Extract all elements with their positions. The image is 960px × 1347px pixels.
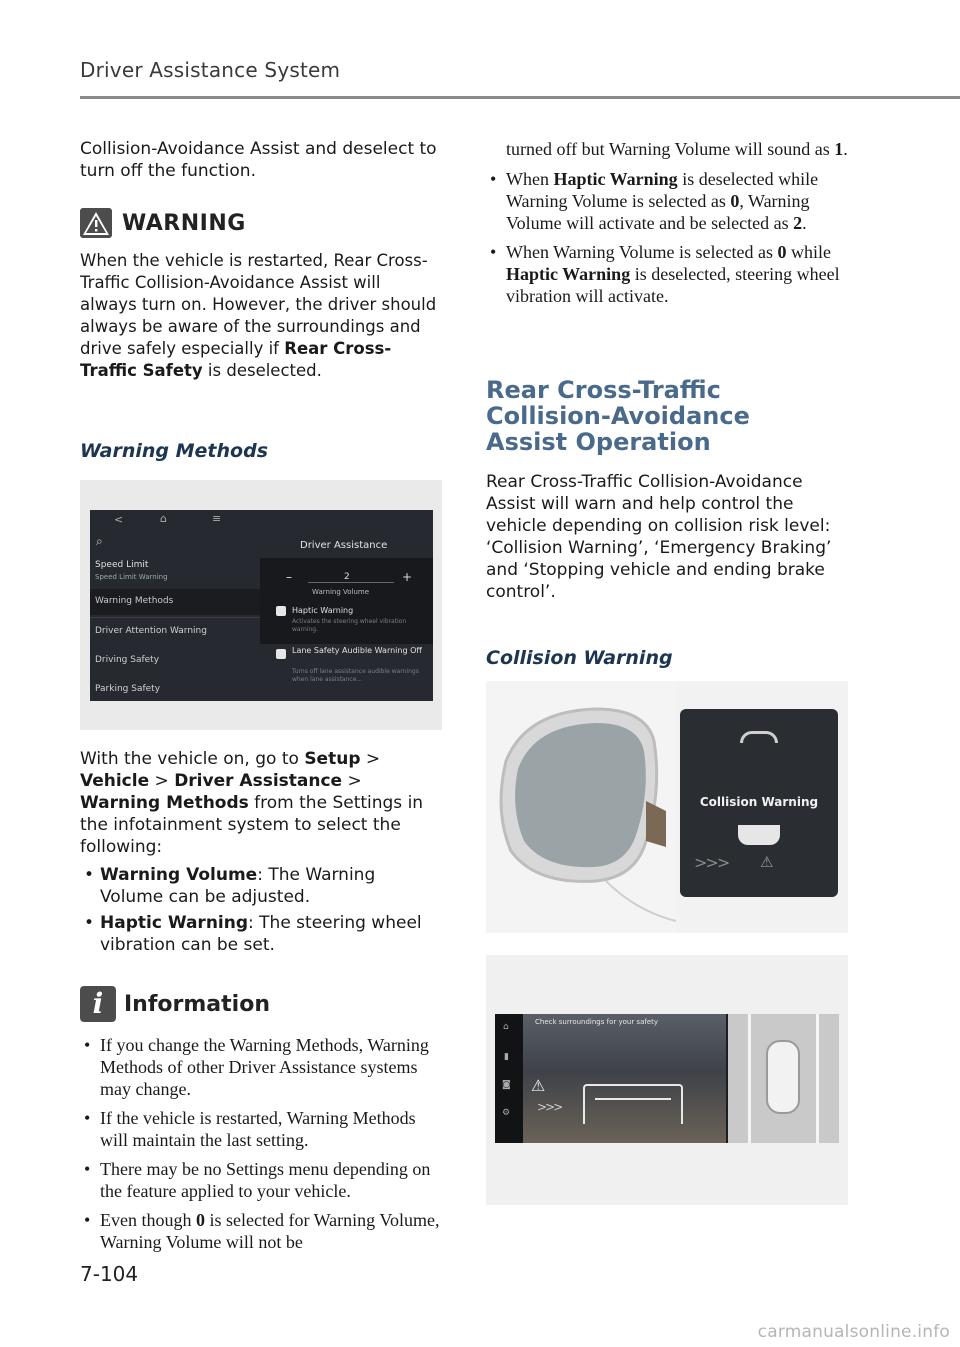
- hazard-icon: ⚠: [531, 1076, 546, 1095]
- home-icon: ⌂: [503, 1022, 509, 1032]
- warning-methods-list: [80, 864, 442, 956]
- list-item-text: Even though: [100, 1210, 196, 1230]
- header-rule: [80, 96, 960, 99]
- list-item: • There may be no Settings menu depending on the feature applied to your vehicle.: [80, 1158, 442, 1202]
- warning-methods-heading: Warning Methods: [80, 440, 269, 462]
- cont-bold: 1: [834, 139, 844, 159]
- top-view-car-icon: [766, 1040, 800, 1114]
- volume-value: 2: [344, 572, 350, 582]
- path-text-end: from the Settings in the infotainment system to select the following:: [80, 793, 424, 857]
- camera-banner: Check surroundings for your safety: [535, 1018, 659, 1026]
- section-body: Rear Cross-Traffic Collision-Avoidance Assist will warn and help control the vehicle depending on collision risk level: ‘Collision Warning’, ‘Emergency Braking’ and ‘Stopping vehicle and ending brake control’.: [486, 472, 832, 602]
- camera-screen: [495, 1014, 839, 1143]
- camera-figure: [486, 955, 848, 1205]
- haptic-checkbox: [276, 606, 286, 616]
- lane-checkbox: [276, 649, 286, 659]
- path-sep: >: [360, 749, 381, 769]
- watermark: carmanualsonline.info: [757, 1322, 950, 1342]
- list-item-bold: 0: [196, 1210, 205, 1230]
- warning-body-bold: Rear Cross-Traffic Safety: [80, 339, 392, 380]
- lane-label: Lane Safety Audible Warning Off: [292, 646, 422, 655]
- menu-speed-limit: Speed Limit: [95, 560, 149, 570]
- rear-car-icon: [738, 825, 780, 845]
- volume-label: Warning Volume: [312, 588, 370, 596]
- menu-icon: ≡: [212, 512, 222, 525]
- volume-plus: +: [402, 570, 413, 584]
- page-number: 7-104: [80, 1262, 139, 1286]
- search-icon: ⌕: [96, 534, 103, 548]
- settings-screen-figure: [80, 480, 442, 730]
- t: , Warning Volume will activate and be selected as: [506, 191, 810, 233]
- path-sep: >: [149, 771, 175, 791]
- intro-text: Collision-Avoidance Assist and deselect to turn off the function.: [80, 139, 437, 181]
- menu-parking-safety: Parking Safety: [95, 684, 161, 694]
- home-icon: ⌂: [160, 512, 167, 525]
- list-item: [80, 912, 442, 956]
- haptic-label: Haptic Warning: [292, 606, 354, 615]
- list-item: [80, 1209, 442, 1253]
- section-title: Rear Cross-Traffic Collision-Avoidance Assist Operation: [486, 376, 750, 456]
- left-column: [80, 138, 442, 1253]
- screen-topbar: [90, 510, 433, 532]
- b: 0: [777, 242, 787, 262]
- t: is deselected while Warning Volume is selected as: [506, 169, 819, 211]
- camera-sidebar: [495, 1014, 523, 1143]
- hazard-triangle-icon: ⚠: [760, 853, 774, 871]
- menu-divider: [90, 617, 260, 618]
- path-text: With the vehicle on, go to: [80, 749, 305, 769]
- volume-minus: –: [286, 570, 292, 584]
- information-list: [80, 1034, 442, 1253]
- path-sep: >: [342, 771, 362, 791]
- cluster-display: [680, 709, 838, 897]
- front-sensor-icon: [740, 731, 778, 743]
- lane-desc: Turns off lane assistance audible warnings when lane assistance...: [292, 668, 419, 683]
- back-icon: <: [114, 513, 124, 526]
- cont-end: .: [843, 139, 848, 159]
- car-icon: ◙: [502, 1080, 511, 1090]
- top-view: [728, 1014, 839, 1143]
- b: 2: [793, 213, 803, 233]
- haptic-list: [486, 168, 848, 307]
- collision-warning-heading: Collision Warning: [486, 647, 673, 669]
- settings-screen: [90, 510, 433, 701]
- menu-driving-safety: Driving Safety: [95, 655, 160, 665]
- path-vehicle: Vehicle: [80, 771, 150, 791]
- parking-line: [748, 1014, 751, 1143]
- path-warning-methods: Warning Methods: [80, 793, 249, 813]
- list-item-text-end: is selected for Warning Volume, Warning Volume will not be: [100, 1210, 440, 1252]
- haptic-desc: Activates the steering wheel vibration warning.: [292, 618, 407, 633]
- guide-lines: [583, 1084, 683, 1124]
- t: When: [506, 169, 554, 189]
- list-item: [486, 241, 848, 307]
- information-title: Information: [124, 991, 270, 1017]
- header-title: Driver Assistance System: [80, 58, 341, 82]
- b: Haptic Warning: [506, 264, 631, 284]
- information-icon: i: [80, 986, 116, 1022]
- warning-header: [80, 208, 442, 238]
- warning-body: [80, 250, 442, 382]
- list-item: • If you change the Warning Methods, Warning Methods of other Driver Assistance systems may change.: [80, 1034, 442, 1100]
- menu-driver-attention: Driver Attention Warning: [95, 626, 207, 636]
- warning-methods-path: [80, 748, 442, 858]
- side-mirror-image: [486, 681, 676, 933]
- t: while: [786, 242, 831, 262]
- list-item: [80, 864, 442, 908]
- list-item-bold: Warning Volume: [100, 865, 258, 885]
- guide-lines-inner: [595, 1098, 671, 1100]
- right-column: [486, 138, 848, 1205]
- b: Haptic Warning: [553, 169, 678, 189]
- t: .: [802, 213, 807, 233]
- path-setup: Setup: [304, 749, 361, 769]
- rear-arrows-icon: >>>: [694, 853, 729, 872]
- list-item-text: : The steering wheel vibration can be set.: [100, 913, 422, 955]
- path-driver-assistance: Driver Assistance: [174, 771, 343, 791]
- warning-body-text: When the vehicle is restarted, Rear Cross-Traffic Collision-Avoidance Assist will always turn on. However, the driver should always be aware of the surroundings and drive safely especially if: [80, 251, 437, 358]
- screen-title: Driver Assistance: [300, 540, 388, 551]
- list-item: [486, 168, 848, 234]
- menu-speed-limit-sub: Speed Limit Warning: [95, 573, 168, 581]
- t: is deselected, steering wheel vibration will activate.: [506, 264, 840, 306]
- cont-text: turned off but Warning Volume will sound as: [506, 139, 835, 159]
- menu-warning-methods-label: Warning Methods: [95, 596, 174, 606]
- warning-title: WARNING: [122, 210, 246, 236]
- warning-triangle-icon: [80, 208, 112, 238]
- parking-line: [816, 1014, 819, 1143]
- warning-body-end: is deselected.: [202, 361, 322, 380]
- list-item-bold: Haptic Warning: [100, 913, 249, 933]
- t: When Warning Volume is selected as: [506, 242, 778, 262]
- list-item-text: : The Warning Volume can be adjusted.: [100, 865, 376, 907]
- b: 0: [730, 191, 740, 211]
- hazard-arrows: >>>: [537, 1100, 562, 1114]
- continued-text: [486, 138, 848, 160]
- camera-icon: ▮: [504, 1052, 509, 1062]
- volume-track: [308, 582, 394, 583]
- cluster-warning-label: Collision Warning: [699, 795, 819, 809]
- information-header: [80, 986, 442, 1022]
- mirror-cluster-figure: [486, 681, 848, 933]
- list-item: • If the vehicle is restarted, Warning Methods will maintain the last setting.: [80, 1107, 442, 1151]
- settings-icon: ⚙: [502, 1108, 511, 1118]
